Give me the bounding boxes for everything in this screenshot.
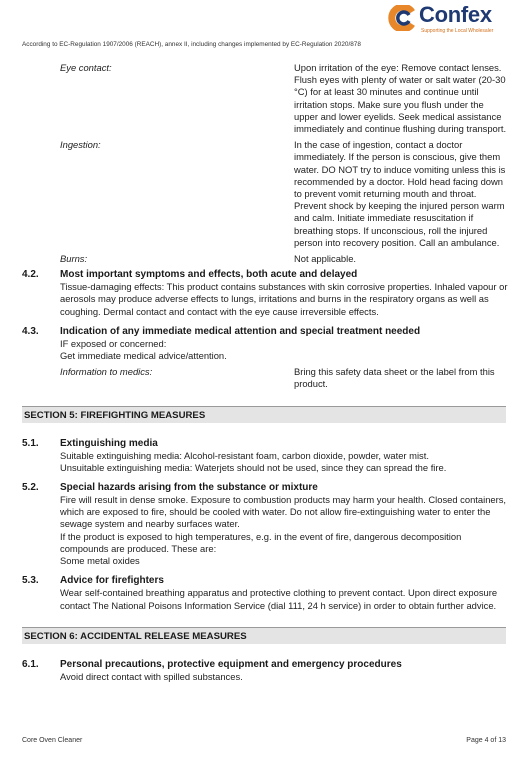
eye-contact-label: Eye contact:	[60, 62, 112, 73]
subsection-title: Indication of any immediate medical attention and special treatment needed	[60, 325, 421, 337]
subsection-text: Fire will result in dense smoke. Exposure to combustion products may harm your health. Closed containers, which are exposed to fire, should be cooled with water. Do not allow fire-extinguishing water to enter the sewage system and nearby surfaces water.	[60, 494, 507, 530]
brand-tagline: Supporting the Local Wholesaler	[421, 28, 494, 34]
product-name: Core Oven Cleaner	[22, 737, 83, 744]
subsection-number: 5.2.	[22, 482, 39, 494]
subsection-4-2	[0, 268, 528, 318]
burns-label: Burns:	[60, 253, 88, 265]
ingestion-text: In the case of ingestion, contact a doctor immediately. If the person is conscious, give them water. DO NOT try to induce vomiting unless this is recommended by a doctor. Hold head facing down to prevent vomit returning mouth and throat. Prevent shock by keeping the injured person warm and calm. Initiate immediate resuscitation if breathing stops. If unconscious, roll the injured person into recovery position. Call an ambulance.	[294, 139, 506, 248]
subsection-number: 6.1.	[22, 658, 39, 670]
eye-contact-row	[0, 62, 528, 135]
subsection-text: Get immediate medical advice/attention.	[60, 350, 227, 362]
section-5-heading: SECTION 5: FIREFIGHTING MEASURES	[22, 406, 506, 423]
regulation-line: According to EC-Regulation 1907/2006 (REACH), annex II, including changes implemented by EC-Regulation 2020/878	[22, 41, 361, 48]
confex-c-icon	[388, 5, 416, 31]
subsection-title: Advice for firefighters	[60, 575, 164, 587]
medics-label: Information to medics:	[60, 366, 153, 378]
subsection-text: Wear self-contained breathing apparatus and protective clothing to prevent contact. Upon direct exposure contact The National Poisons Information Service (dial 111, 24 h service) in order to obtain further advice.	[60, 587, 498, 611]
document-body	[0, 62, 528, 683]
subsection-number: 5.1.	[22, 437, 39, 449]
subsection-title: Extinguishing media	[60, 437, 158, 449]
eye-contact-text: Upon irritation of the eye: Remove contact lenses. Flush eyes with plenty of water or salt water (20-30 °C) for at least 30 minutes and continue until irritation stops. Make sure you flush under the upper and lower eyelids. Seek medical assistance immediately and continue flushing during transport.	[294, 62, 507, 135]
subsection-text: Suitable extinguishing media: Alcohol-resistant foam, carbon dioxide, powder, water mist.	[60, 449, 429, 461]
subsection-5-1	[0, 437, 528, 474]
subsection-number: 4.2.	[22, 269, 39, 281]
subsection-text: Tissue-damaging effects: This product contains substances with skin corrosive properties. Inhaled vapour or aerosols may produce adverse effects to lungs, irritations and burns in the respiratory organs as well as coughing. Dermal contact and contact with the eye cause irreversible effects.	[60, 281, 508, 317]
subsection-5-2	[0, 481, 528, 567]
section-6-heading: SECTION 6: ACCIDENTAL RELEASE MEASURES	[22, 627, 506, 644]
subsection-title: Personal precautions, protective equipment and emergency procedures	[60, 658, 402, 670]
subsection-title: Special hazards arising from the substance or mixture	[60, 482, 318, 494]
subsection-text: Some metal oxides	[60, 555, 140, 567]
subsection-title: Most important symptoms and effects, both acute and delayed	[60, 269, 358, 281]
ingestion-label: Ingestion:	[60, 139, 101, 151]
confex-logo	[388, 3, 506, 37]
subsection-text: If the product is exposed to high temperatures, e.g. in the event of fire, dangerous decomposition compounds are produced. These are:	[60, 530, 462, 554]
ingestion-row	[0, 139, 528, 249]
burns-text: Not applicable.	[294, 253, 357, 265]
subsection-5-3	[0, 574, 528, 611]
subsection-text: IF exposed or concerned:	[60, 337, 167, 349]
medics-text: Bring this safety data sheet or the label from this product.	[294, 366, 495, 390]
subsection-4-3	[0, 325, 528, 362]
medics-row	[0, 366, 528, 390]
burns-row	[0, 253, 528, 265]
subsection-6-1	[0, 658, 528, 683]
subsection-number: 5.3.	[22, 575, 39, 587]
subsection-number: 4.3.	[22, 325, 39, 337]
subsection-text: Unsuitable extinguishing media: Waterjets should not be used, since they can spread the fire.	[60, 461, 447, 473]
brand-name: Confex	[419, 2, 492, 27]
page-number: Page 4 of 13	[466, 737, 506, 744]
subsection-text: Avoid direct contact with spilled substances.	[60, 670, 243, 682]
